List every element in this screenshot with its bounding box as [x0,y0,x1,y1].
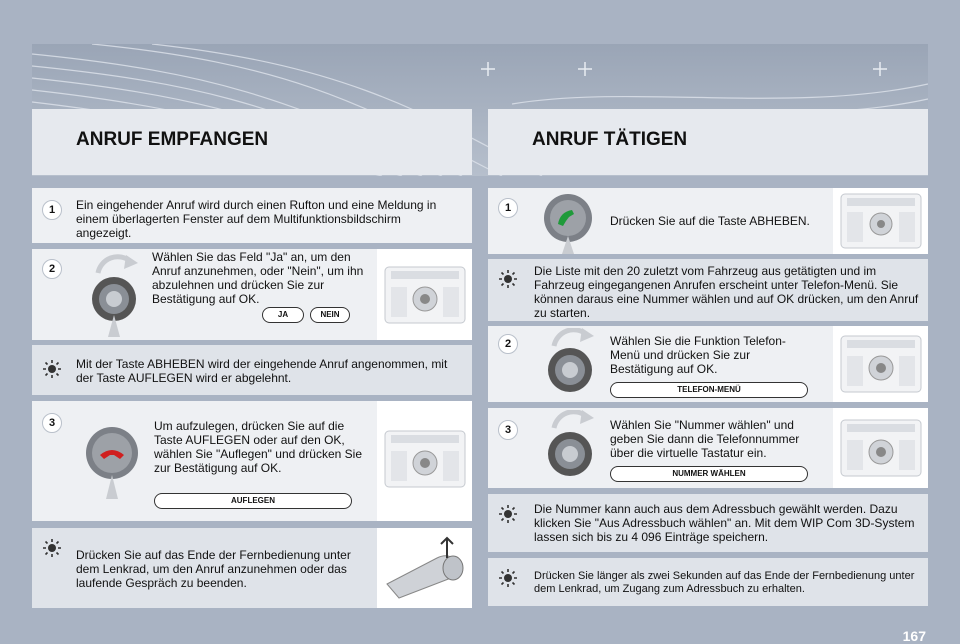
left-step2-panel [32,249,472,340]
left-title-panel [32,109,472,175]
right-note2-panel [488,494,928,552]
rotary-knob-icon [80,253,150,337]
left-note1-text: Mit der Taste ABHEBEN wird der eingehende Anruf angenommen, mit der Taste AUFLEGEN wird er abgelehnt. [76,357,448,385]
hangup-button-icon [80,423,144,499]
rotary-knob-icon [536,328,606,402]
step-badge: 3 [42,413,62,433]
info-sun-icon [498,269,518,289]
left-step3-text: Um aufzulegen, drücken Sie auf die Taste AUFLEGEN oder auf den OK, wählen Sie "Auflegen" und drücken Sie zur Bestätigung auf OK. [154,419,362,475]
right-step2-panel [488,326,928,402]
steering-stalk-image [377,528,472,608]
right-note1-text: Die Liste mit den 20 zuletzt vom Fahrzeug aus getätigten und im Fahrzeug eingegangenen Anrufen erscheint unter Telefon-Menü. Sie können daraus eine Nummer wählen und auf OK drücken, um den Anruf zu starten. [534,264,919,320]
radio-thumbnail [833,326,928,402]
left-step2-text: Wählen Sie das Feld "Ja" an, um den Anruf anzunehmen, oder "Nein", um ihn abzulehnen und drücken Sie zur Bestätigung auf OK. [152,250,364,306]
section-title-receive: ANRUF EMPFANGEN [76,129,269,150]
step-badge: 1 [498,198,518,218]
dial-number-button[interactable]: NUMMER WÄHLEN [610,466,808,482]
step-badge: 2 [498,334,518,354]
radio-thumbnail [833,408,928,488]
left-note2-text: Drücken Sie auf das Ende der Fernbedienung unter dem Lenkrad, um den Anruf anzunehmen oder das laufende Gespräch zu beenden. [76,548,351,590]
no-button[interactable]: NEIN [310,307,350,323]
info-sun-icon [498,504,518,524]
radio-thumbnail [377,401,472,521]
step-badge: 3 [498,420,518,440]
right-step1-panel [488,188,928,254]
step-badge: 1 [42,200,62,220]
left-step1-panel [32,188,472,243]
left-step1-text: Ein eingehender Anruf wird durch einen Rufton und eine Meldung in einem überlagerten Fenster auf dem Multifunktionsbildschirm angezeigt. [76,198,437,240]
hangup-button[interactable]: AUFLEGEN [154,493,352,509]
radio-thumbnail [377,249,472,340]
left-note2-panel [32,528,472,608]
info-sun-icon [498,568,518,588]
right-note1-panel [488,259,928,321]
right-step3-text: Wählen Sie "Nummer wählen" und geben Sie dann die Telefonnummer über die virtuelle Tastatur ein. [610,418,800,460]
step-badge: 2 [42,259,62,279]
right-note3-panel [488,558,928,606]
yes-button[interactable]: JA [262,307,304,323]
right-note3-text: Drücken Sie länger als zwei Sekunden auf das Ende der Fernbedienung unter dem Lenkrad, um Zugang zum Adressbuch zu erhalten. [534,570,915,595]
info-sun-icon [42,359,62,379]
info-sun-icon [42,538,62,558]
right-note2-text: Die Nummer kann auch aus dem Adressbuch gewählt werden. Dazu klicken Sie "Aus Adressbuch wählen" an. Mit dem WIP Com 3D-System lassen sich bis zu 4 096 Einträge speichern. [534,502,915,544]
right-step3-panel [488,408,928,488]
rotary-knob-icon [536,410,606,488]
right-step1-text: Drücken Sie auf die Taste ABHEBEN. [610,214,810,228]
left-note1-panel [32,345,472,395]
answer-button-icon [536,190,600,254]
left-step3-panel [32,401,472,521]
right-title-panel [488,109,928,175]
radio-thumbnail [833,188,928,254]
page-number: 167 [902,628,926,644]
right-step2-text: Wählen Sie die Funktion Telefon-Menü und drücken Sie zur Bestätigung auf OK. [610,334,786,376]
section-title-make-call: ANRUF TÄTIGEN [532,129,688,150]
phone-menu-button[interactable]: TELEFON-MENÜ [610,382,808,398]
